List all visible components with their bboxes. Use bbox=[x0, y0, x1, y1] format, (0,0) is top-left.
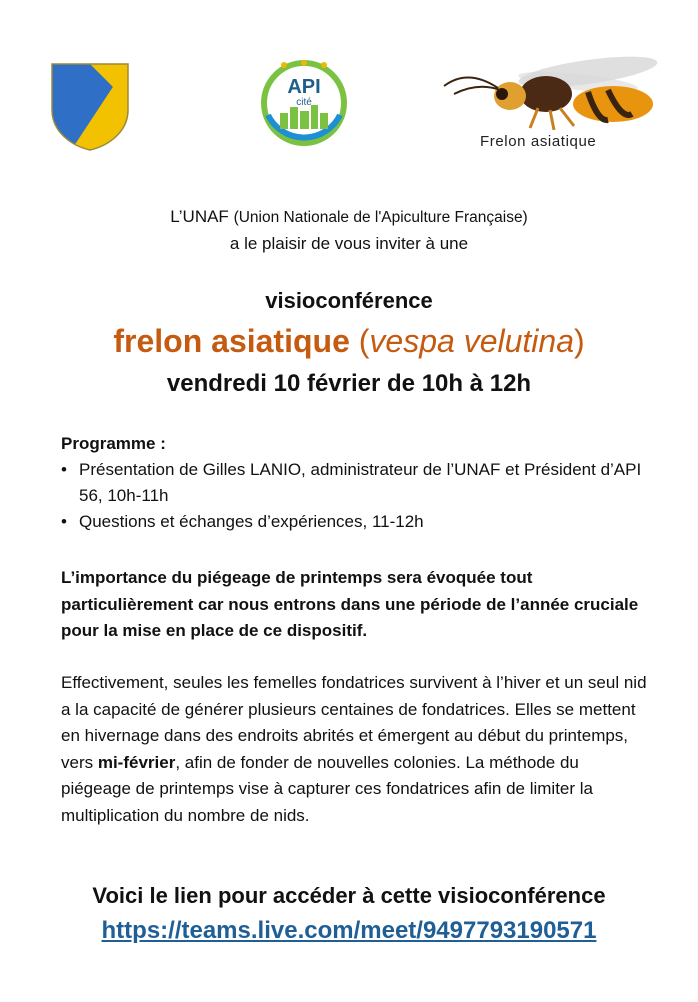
api-cite-logo bbox=[258, 55, 350, 147]
hornet-caption: Frelon asiatique bbox=[480, 133, 597, 150]
programme-item: • Questions et échanges d’expériences, 11-12h bbox=[61, 509, 651, 535]
header bbox=[0, 0, 698, 165]
asian-hornet-icon bbox=[438, 48, 670, 130]
event-title bbox=[0, 323, 698, 360]
intro-line-2: a le plaisir de vous inviter à une bbox=[229, 234, 469, 253]
organization-name: L’UNAF bbox=[170, 207, 229, 226]
event-title-paren-open: ( bbox=[358, 323, 370, 359]
body-paragraph-highlight: mi-février bbox=[97, 752, 176, 772]
event-title-paren-close: ) bbox=[573, 323, 585, 359]
link-intro: Voici le lien pour accéder à cette visioconférence bbox=[92, 883, 606, 908]
emphasis-paragraph: L’importance du piégeage de printemps sera évoquée tout particulièrement car nous entrons dans une période de l’année cruciale pour la mise en place de ce dispositif. bbox=[61, 568, 639, 640]
intro-line-1 bbox=[0, 207, 698, 227]
coat-of-arms-shield-icon bbox=[50, 62, 130, 152]
body-paragraph bbox=[61, 670, 651, 829]
event-date: vendredi 10 février de 10h à 12h bbox=[166, 370, 532, 397]
programme-item: • Présentation de Gilles LANIO, administrateur de l’UNAF et Président d’API 56, 10h-11h bbox=[61, 457, 651, 509]
organization-full-name: (Union Nationale de l'Apiculture Française) bbox=[233, 209, 528, 226]
programme-list bbox=[61, 457, 651, 535]
api-logo-text: API bbox=[287, 76, 321, 98]
body-paragraph-part1: Effectivement, seules les femelles fondatrices survivent à l’hiver et un seul nid a la capacité de générer plusieurs centaines de fondatrices. Elles se mettent en hivernage dans des endroits abrités et émergent au début du printemps, vers bbox=[61, 673, 647, 772]
event-type: visioconférence bbox=[265, 288, 433, 313]
event-title-main: frelon asiatique bbox=[113, 323, 350, 359]
api-logo-subtext: cité bbox=[296, 97, 312, 108]
meeting-link[interactable]: https://teams.live.com/meet/9497793190571 bbox=[101, 917, 597, 944]
programme-heading: Programme : bbox=[61, 434, 166, 453]
event-title-latin: vespa velutina bbox=[369, 323, 574, 359]
body-paragraph-part2: , afin de fonder de nouvelles colonies. La méthode du piégeage de printemps vise à capturer ces fondatrices afin de limiter la multiplication du nombre de nids. bbox=[61, 752, 594, 825]
